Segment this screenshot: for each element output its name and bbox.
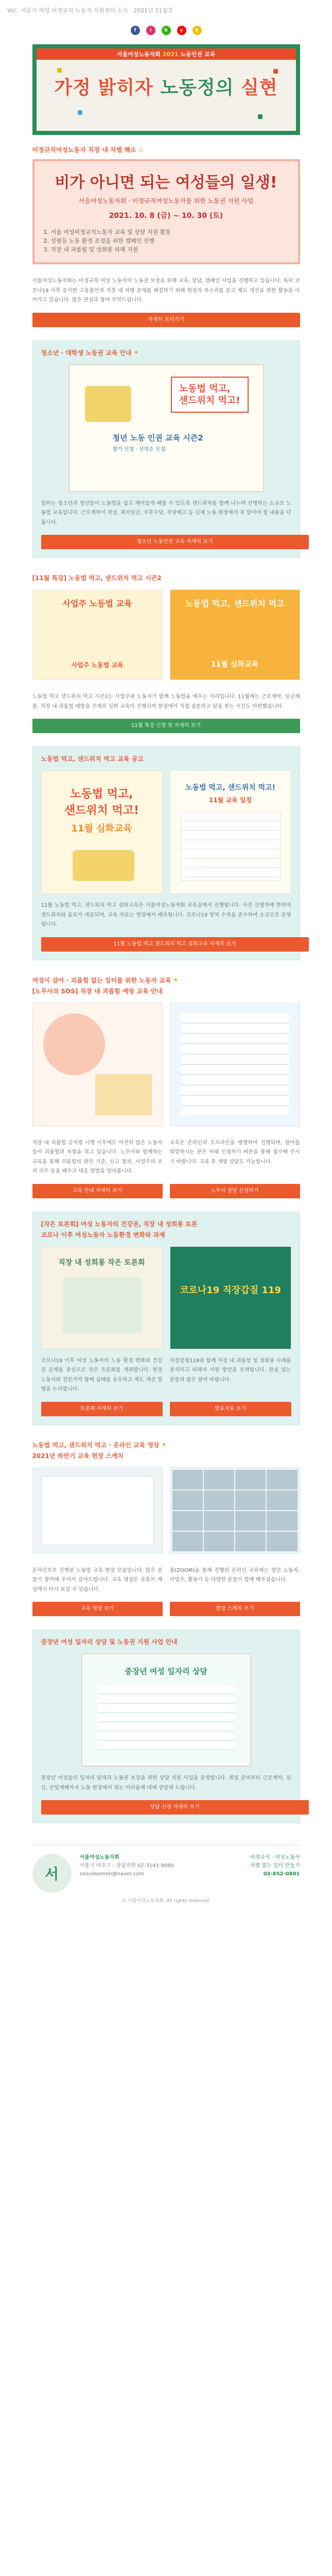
section-3-tile-left xyxy=(32,589,163,680)
banner-title-red: 가정 밝히자 xyxy=(54,77,153,98)
confetti-shape xyxy=(57,68,62,73)
section-2-body: 일하는 청소년과 청년들이 노동법을 쉽고 재미있게 배울 수 있도록 샌드위치를 함께 나누며 진행하는 소규모 노동법 교육입니다. 근로계약서 작성, 최저임금, 주휴수당, 부당해고 등 실제 노동 현장에서 꼭 알아야 할 내용을 다룹니다. xyxy=(41,500,291,526)
section-6-panel xyxy=(32,1212,300,1425)
section-6-button-right[interactable]: 발표자료 보기 xyxy=(170,1402,291,1416)
section-8-panel xyxy=(32,1630,300,1823)
section-8-body: 중장년 여성들의 일자리 탐색과 노동권 보장을 위한 상담 지원 사업을 운영합니다. 취업 준비부터 근로계약, 임금, 산업재해까지 노동 현장에서 겪는 어려움에 대해 상담해 드립니다. xyxy=(41,1775,291,1791)
img-left-line1: 노동법 먹고, xyxy=(70,788,133,801)
section-6-body-right: 직장갑질119와 함께 직장 내 괴롭힘 및 성희롱 사례를 분석하고 피해자 지원 방안을 모색합니다. 관심 있는 분들의 많은 참여 바랍니다. xyxy=(169,1358,291,1383)
section-5-body-left: 직장 내 괴롭힘 금지법 시행 이후에도 여전히 많은 노동자들이 괴롭힘과 차별을 겪고 있습니다. 노무사와 함께하는 교육을 통해 괴롭힘의 판단 기준, 신고 절차, 사업주의 조치 의무 등을 배우고 대응 방법을 알아봅니다. xyxy=(32,1140,163,1175)
card-note: 참가 신청 · 선착순 모집 xyxy=(112,446,166,452)
section-8-image-title: 중장년 여성 일자리 상담 xyxy=(125,1667,207,1676)
section-4-more-button[interactable]: 11월 노동법 먹고 샌드위치 먹고 심화교육 자세히 보기 xyxy=(41,937,309,952)
footer-right-line1: 비정규직 · 여성노동자 xyxy=(250,1855,300,1861)
banner-strip-right: 노동인권 교육 xyxy=(180,51,216,58)
section-5-body-right: 교육은 온라인과 오프라인을 병행하여 진행되며, 참여를 희망하시는 분은 아래 신청하기 버튼을 통해 접수해 주시기 바랍니다. 교육 후 개별 상담도 가능합니다. xyxy=(169,1140,300,1165)
banner-title-green: 노동정의 xyxy=(153,77,234,98)
section-7-title: 노동법 먹고, 샌드위치 먹고 · 온라인 교육 영상 xyxy=(32,1441,160,1449)
poster-list xyxy=(44,228,289,254)
section-2-title: 청소년 · 대학생 노동권 교육 안내 xyxy=(41,349,132,357)
section-6-heading xyxy=(41,1219,291,1228)
banner-title xyxy=(37,73,296,99)
banner-title-tail: 실현 xyxy=(234,77,278,98)
banner-strip-highlight: 2021 xyxy=(162,50,179,58)
sandwich-illustration xyxy=(85,386,131,422)
section-7-subtitle: 2021년 하반기 교육 현장 스케치 xyxy=(32,1452,124,1460)
section-1-more-button[interactable]: 자세히 보러가기 xyxy=(32,313,300,327)
section-6-image-right xyxy=(170,1246,291,1349)
social-links xyxy=(0,26,332,35)
sparkle-icon: ✦ xyxy=(133,349,139,357)
img-left-line2: 샌드위치 먹고! xyxy=(64,804,139,818)
section-7-body-right: 줌(ZOOM)을 통해 진행된 온라인 교육에는 청년 노동자, 사업주, 활동가 등 다양한 분들이 함께 해주셨습니다. xyxy=(169,1567,300,1583)
newsletter-title: 서울시 여성 비정규직 노동자 지원센터 소식 · 2021년 11월호 xyxy=(20,7,173,14)
section-3-body: 노동법 먹고 샌드위치 먹고 시즌2는 사업주와 노동자가 함께 노동법을 배우는 자리입니다. 11월에는 근로계약, 임금체불, 직장 내 괴롭힘 예방을 주제로 심화 교육이 진행되며 현장에서 직접 질문하고 답을 찾는 시간도 마련했습니다. xyxy=(32,694,300,709)
section-5-image-right xyxy=(170,1003,300,1126)
section-3-heading xyxy=(32,573,300,582)
footer-phone: 02-852-0801 xyxy=(263,1871,300,1877)
section-4-title: 노동법 먹고, 샌드위치 먹고 교육 공고 xyxy=(41,755,144,763)
illustration-shape xyxy=(95,1074,152,1115)
section-5-button-left[interactable]: 교육 안내 자세히 보기 xyxy=(32,1184,163,1198)
card-subtitle: 청년 노동 인권 교육 시즌2 xyxy=(112,433,203,443)
section-7-image-right xyxy=(170,1467,300,1554)
section-2-panel xyxy=(32,341,300,558)
youtube-icon[interactable]: y xyxy=(177,26,186,35)
section-6-body-left: 코로나19 이후 여성 노동자의 노동 환경 변화와 건강권 문제를 중심으로 작은 토론회를 개최합니다. 현장 노동자와 전문가가 함께 실태를 공유하고 제도 개선 방향을 논의합니다. xyxy=(41,1358,163,1393)
vol-label: Vol. xyxy=(7,7,18,14)
tile-left-subtitle: 사업주 노동법 교육 xyxy=(71,662,124,669)
illustration-shape xyxy=(43,1013,105,1075)
instagram-icon[interactable]: i xyxy=(146,26,155,35)
section-4-panel xyxy=(32,747,300,960)
img-right-title: 노동법 먹고, 샌드위치 먹고! xyxy=(185,784,276,792)
zoom-grid xyxy=(170,1468,300,1553)
footer-org-name: 서울여성노동자회 xyxy=(79,1855,119,1861)
section-7-heading xyxy=(32,1440,300,1449)
section-5-title: 여성이 살아 · 괴롭힘 없는 일터를 위한 노동자 교육 xyxy=(32,976,171,984)
section-6-button-left[interactable]: 토론회 자세히 보기 xyxy=(41,1402,163,1416)
section-7-images xyxy=(32,1467,300,1554)
section-6-title: [작은 토론회] 여성 노동자의 건강권, 직장 내 성희롱 토론 xyxy=(41,1220,198,1228)
section-5-images xyxy=(32,1003,300,1126)
sparkle-icon: ✦ xyxy=(161,1441,167,1449)
section-6-buttons xyxy=(41,1395,291,1416)
card-title-line2: 샌드위치 먹고! xyxy=(179,395,240,406)
section-5-text-cols xyxy=(32,1126,300,1177)
tile-right-subtitle: 11월 심화교육 xyxy=(211,660,258,669)
section-1-title: 비정규직여성노동자 직장 내 차별 해소 xyxy=(32,146,136,154)
banner-strip xyxy=(37,48,296,60)
section-2-more-button[interactable]: 청소년 노동인권 교육 자세히 보기 xyxy=(41,535,309,549)
section-1-heading xyxy=(32,145,300,154)
org-logo: 서 xyxy=(32,1854,72,1893)
section-8-more-button[interactable]: 상담 신청 자세히 보기 xyxy=(41,1800,309,1815)
footer-right xyxy=(250,1854,300,1878)
section-6-subtitle: 코로나 이후 여성노동자 노동환경 변화와 과제 xyxy=(41,1231,165,1239)
footer-address: 서울시 마포구 · 상담전화 02-3141-9090 xyxy=(79,1863,174,1869)
section-6-subheading xyxy=(41,1230,291,1239)
kakao-icon[interactable]: k xyxy=(193,26,202,35)
section-1-body: 서울여성노동자회는 비정규직 여성 노동자의 노동권 보장을 위해 교육, 상담, 캠페인 사업을 진행하고 있습니다. 특히 코로나19 이후 증가한 고용불안과 직장 내 차별 문제를 해결하기 위해 현장의 목소리를 듣고 제도 개선을 위한 활동을 이어가고 있습니다. 많은 관심과 참여 부탁드립니다. xyxy=(32,278,300,303)
section-7-button-left[interactable]: 교육 영상 보기 xyxy=(32,1602,163,1616)
img-right-title: 코로나19 직장갑질 119 xyxy=(180,1284,281,1296)
section-4-image-right xyxy=(170,770,291,894)
poster-date: 2021. 10. 8 (금) ~ 10. 30 (토) xyxy=(109,212,223,220)
section-5-button-right[interactable]: 노무사 상담 신청하기 xyxy=(170,1184,300,1198)
section-7-body-left: 온라인으로 진행된 노동법 교육 현장 모습입니다. 많은 분들이 참여해 주셔서 감사드립니다. 교육 영상은 유튜브 채널에서 다시 보실 수 있습니다. xyxy=(32,1567,163,1592)
img-left-title: 직장 내 성희롱 작은 토론회 xyxy=(58,1258,145,1267)
confetti-shape xyxy=(78,110,82,115)
section-5-buttons xyxy=(32,1177,300,1198)
section-6-images xyxy=(41,1246,291,1349)
section-8-heading xyxy=(41,1637,291,1646)
section-7-subheading xyxy=(32,1451,300,1460)
footer-info xyxy=(80,1854,174,1878)
document-illustration xyxy=(98,1685,235,1750)
sparkle-icon: ✦ xyxy=(173,976,179,984)
card-title-line1: 노동법 먹고, xyxy=(179,383,231,394)
header-banner xyxy=(32,44,300,135)
section-4-image-left xyxy=(41,770,163,894)
poster-list-item: 2. 성평등 노동 환경 조성을 위한 캠페인 진행 xyxy=(43,238,155,245)
poster-list-item: 3. 직장 내 괴롭힘 및 성희롱 피해 지원 xyxy=(43,246,138,253)
section-4-images xyxy=(41,770,291,894)
section-7-image-left xyxy=(32,1467,163,1554)
confetti-shape xyxy=(273,69,278,74)
footer-email-link[interactable]: seoulwomen@naver.com xyxy=(79,1871,144,1877)
schedule-table xyxy=(181,812,281,881)
section-4-body: 11월 노동법 먹고, 샌드위치 먹고 심화교육은 서울여성노동자회 교육실에서 진행됩니다. 사전 신청자에 한하여 샌드위치와 음료가 제공되며, 교육 자료는 현장에서 배부됩니다. 코로나19 방역 수칙을 준수하여 소규모로 운영됩니다. xyxy=(41,903,291,928)
section-1-poster xyxy=(32,159,300,264)
section-5-subtitle: [노무사의 SOS] 직장 내 괴롭힘 예방 교육 안내 xyxy=(32,987,163,995)
topbar xyxy=(0,0,332,21)
section-5-image-left xyxy=(32,1003,163,1126)
warning-icon: ⚠ xyxy=(138,146,144,154)
poster-title: 비가 아니면 되는 여성들의 일생! xyxy=(55,174,277,192)
section-3-more-button[interactable]: 11월 특강 신청 및 자세히 보기 xyxy=(32,719,300,733)
footer xyxy=(32,1845,300,1893)
section-5-heading xyxy=(32,976,300,985)
section-8-title: 중장년 여성 일자리 상담 및 노동권 지원 사업 안내 xyxy=(41,1638,178,1646)
section-7-text-cols xyxy=(32,1554,300,1595)
section-5-subheading xyxy=(32,987,300,995)
section-3-title: [11월 특강] 노동법 먹고, 샌드위치 먹고 시즌2 xyxy=(32,574,162,582)
banner-strip-left: 서울여성노동자회 xyxy=(116,51,161,58)
document-illustration xyxy=(181,1013,289,1115)
section-8-image xyxy=(81,1653,251,1767)
section-3-tiles xyxy=(32,589,300,680)
footer-right-line2: 차별 없는 일터 만들기 xyxy=(250,1863,300,1869)
facebook-icon[interactable]: f xyxy=(131,26,140,35)
section-4-heading xyxy=(41,754,291,763)
section-6-text-cols xyxy=(41,1349,291,1395)
section-7-buttons xyxy=(32,1595,300,1616)
section-3-tile-right xyxy=(170,589,300,680)
img-left-line3: 11월 심화교육 xyxy=(71,823,132,835)
tile-left-title: 사업주 노동법 교육 xyxy=(62,599,132,609)
section-2-image xyxy=(68,364,264,492)
sandwich-illustration xyxy=(73,850,134,881)
section-7-button-right[interactable]: 현장 스케치 보기 xyxy=(170,1602,300,1616)
card-title xyxy=(171,377,249,413)
slide-illustration xyxy=(41,1476,154,1545)
illustration-shape xyxy=(62,1278,142,1333)
blog-icon[interactable]: b xyxy=(162,26,171,35)
section-6-image-left xyxy=(41,1246,163,1349)
section-2-heading xyxy=(41,348,291,357)
copyright: © 서울여성노동자회. All rights reserved. xyxy=(121,1899,211,1904)
content-wrap xyxy=(32,44,300,1904)
confetti-shape xyxy=(258,114,263,119)
tile-right-title: 노동법 먹고, 샌드위치 먹고 xyxy=(185,599,285,609)
img-right-subtitle: 11월 교육 일정 xyxy=(208,796,252,804)
poster-list-item: 1. 서울 여성비정규직노동자 교육 및 상담 지원 활동 xyxy=(43,229,171,235)
poster-subtitle: 서울여성노동자회 · 비정규직여성노동자를 위한 노동권 지원 사업 xyxy=(78,197,254,205)
